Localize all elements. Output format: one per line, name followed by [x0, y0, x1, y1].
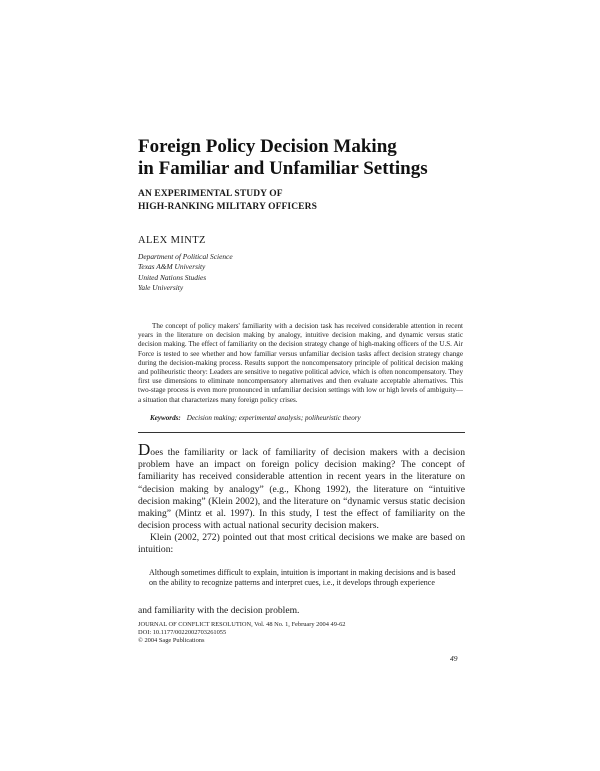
subtitle-line-2: HIGH-RANKING MILITARY OFFICERS: [138, 202, 317, 212]
affiliation-1: [138, 252, 518, 272]
block-quote: Although sometimes difficult to explain, intuition is important in making decisions and is based on the ability to recognize patterns and interpret cues, i.e., it develops through experience: [149, 568, 456, 588]
affiliation-2: [138, 273, 518, 293]
title-line-1: Foreign Policy Decision Making: [138, 136, 397, 157]
author-name: ALEX MINTZ: [138, 235, 206, 246]
keywords: [150, 414, 470, 422]
title-line-2: in Familiar and Unfamiliar Settings: [138, 158, 428, 179]
publication-footer: [138, 621, 468, 645]
abstract: The concept of policy makers' familiarity with a decision task has received considerable attention in recent years in the literature on decision making by analogy, intuitive decision making, and dynamic versus static decision making. The effect of familiarity on the decision strategy change of high-making officers of the U.S. Air Force is tested to see whether and how familiar versus unfamiliar decision tasks affect decision strategy change during the decision-making process. Results support the noncompensatory principle of political decision making and poliheuristic theory: Leaders are sensitive to negative political advice, which is often noncompensatory. They first use dimensions to eliminate noncompensatory alternatives and then evaluate acceptable alternatives. This two-stage process is even more pronounced in unfamiliar decision settings with low or high levels of ambiguity—a situation that characterizes many foreign policy crises.: [138, 322, 463, 404]
article-subtitle: [138, 188, 538, 214]
keywords-label: Keywords:: [150, 414, 181, 422]
keywords-text: Decision making; experimental analysis; poliheuristic theory: [186, 414, 361, 422]
body-paragraph-1: [138, 440, 465, 532]
copyright: © 2004 Sage Publications: [138, 637, 205, 644]
affiliation-2-university: Yale University: [138, 283, 184, 292]
drop-cap: D: [138, 440, 151, 459]
body-paragraph-1-text: oes the familiarity or lack of familiarity of decision makers with a decision problem have an impact on foreign policy decision making? The concept of familiarity has received considerable attention in recent years in the literature on “decision making by analogy” (e.g., Khong 1992), the literature on “intuitive decision making” (Klein 2002), and the literature on “dynamic versus static decision making” (Mintz et al. 1997). In this study, I test the effect of familiarity on the decision process with actual national security decision makers.: [138, 447, 465, 532]
affiliation-1-university: Texas A&M University: [138, 262, 206, 271]
article-title: [138, 136, 538, 180]
body-paragraph-2: Klein (2002, 272) pointed out that most critical decisions we make are based on intuition:: [138, 532, 465, 556]
journal-citation: JOURNAL OF CONFLICT RESOLUTION, Vol. 48 No. 1, February 2004 49-62: [138, 621, 346, 628]
doi: DOI: 10.1177/0022002703261055: [138, 629, 227, 636]
affiliation-1-department: Department of Political Science: [138, 252, 233, 261]
page-number: 49: [450, 654, 458, 663]
quote-continuation: and familiarity with the decision problem.: [138, 605, 300, 616]
subtitle-line-1: AN EXPERIMENTAL STUDY OF: [138, 189, 283, 199]
affiliation-2-department: United Nations Studies: [138, 273, 207, 282]
section-divider: [138, 432, 465, 433]
